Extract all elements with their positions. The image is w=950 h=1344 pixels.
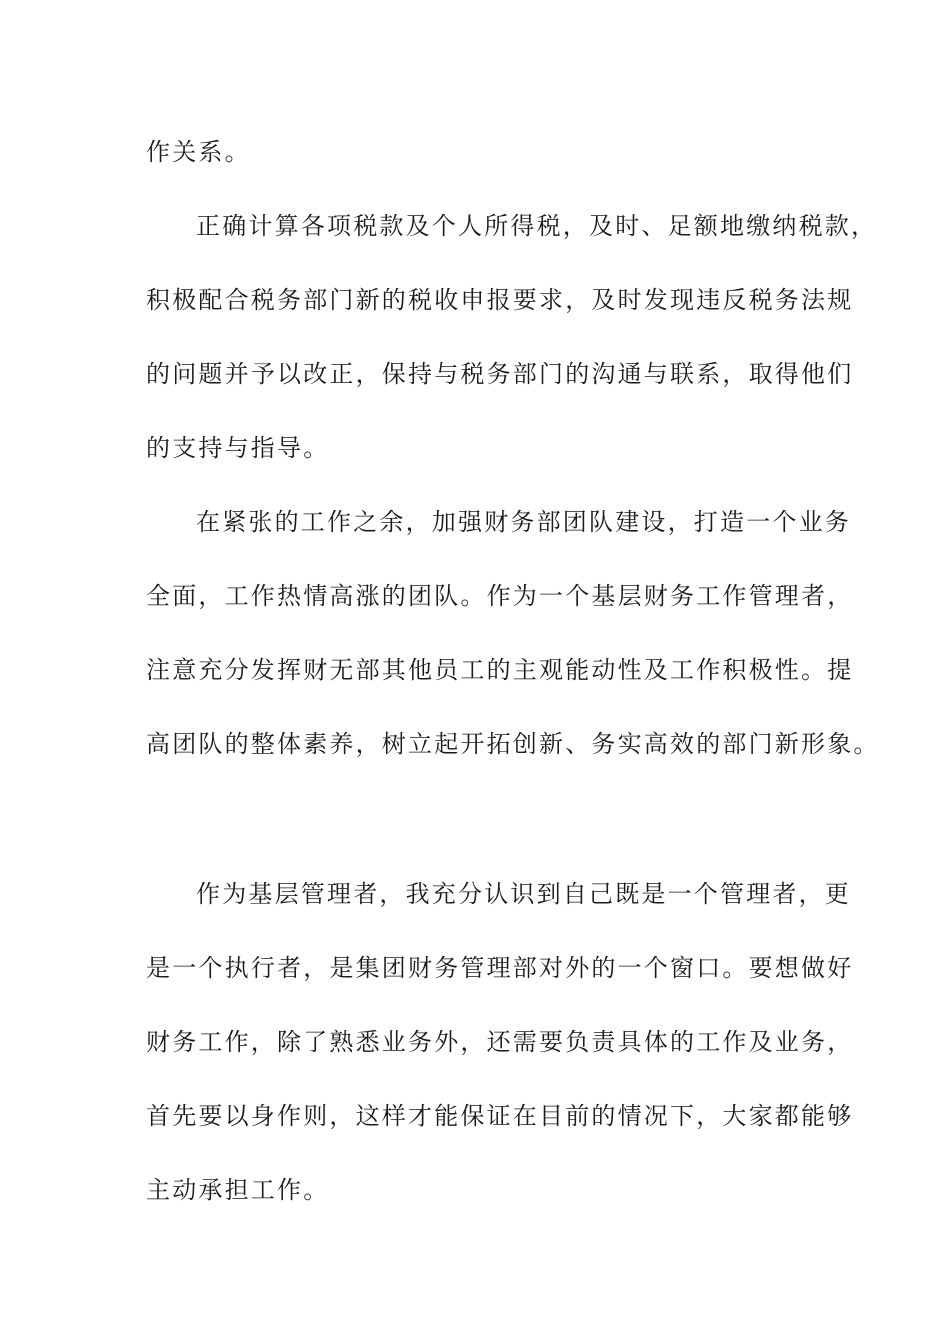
text-line: 高团队的整体素养，树立起开拓创新、务实高效的部门新形象。 [146, 730, 880, 758]
text-line: 的问题并予以改正，保持与税务部门的沟通与联系，取得他们 [146, 360, 854, 388]
text-line: 注意充分发挥财无部其他员工的主观能动性及工作积极性。提 [146, 656, 854, 684]
paragraph-first-line: 在紧张的工作之余，加强财务部团队建设，打造一个业务 [196, 508, 851, 536]
paragraph-first-line: 作为基层管理者，我充分认识到自己既是一个管理者，更 [196, 880, 851, 908]
text-line: 是一个执行者，是集团财务管理部对外的一个窗口。要想做好 [146, 954, 854, 982]
text-line: 作关系。 [146, 138, 251, 166]
text-line: 积极配合税务部门新的税收申报要求，及时发现违反税务法规 [146, 286, 854, 314]
text-line: 主动承担工作。 [146, 1176, 330, 1204]
text-line: 全面，工作热情高涨的团队。作为一个基层财务工作管理者， [146, 582, 854, 610]
text-line: 的支持与指导。 [146, 434, 330, 462]
text-line: 首先要以身作则，这样才能保证在目前的情况下，大家都能够 [146, 1102, 854, 1130]
text-line: 财务工作，除了熟悉业务外，还需要负责具体的工作及业务， [146, 1028, 854, 1056]
paragraph-first-line: 正确计算各项税款及个人所得税，及时、足额地缴纳税款， [196, 212, 878, 240]
